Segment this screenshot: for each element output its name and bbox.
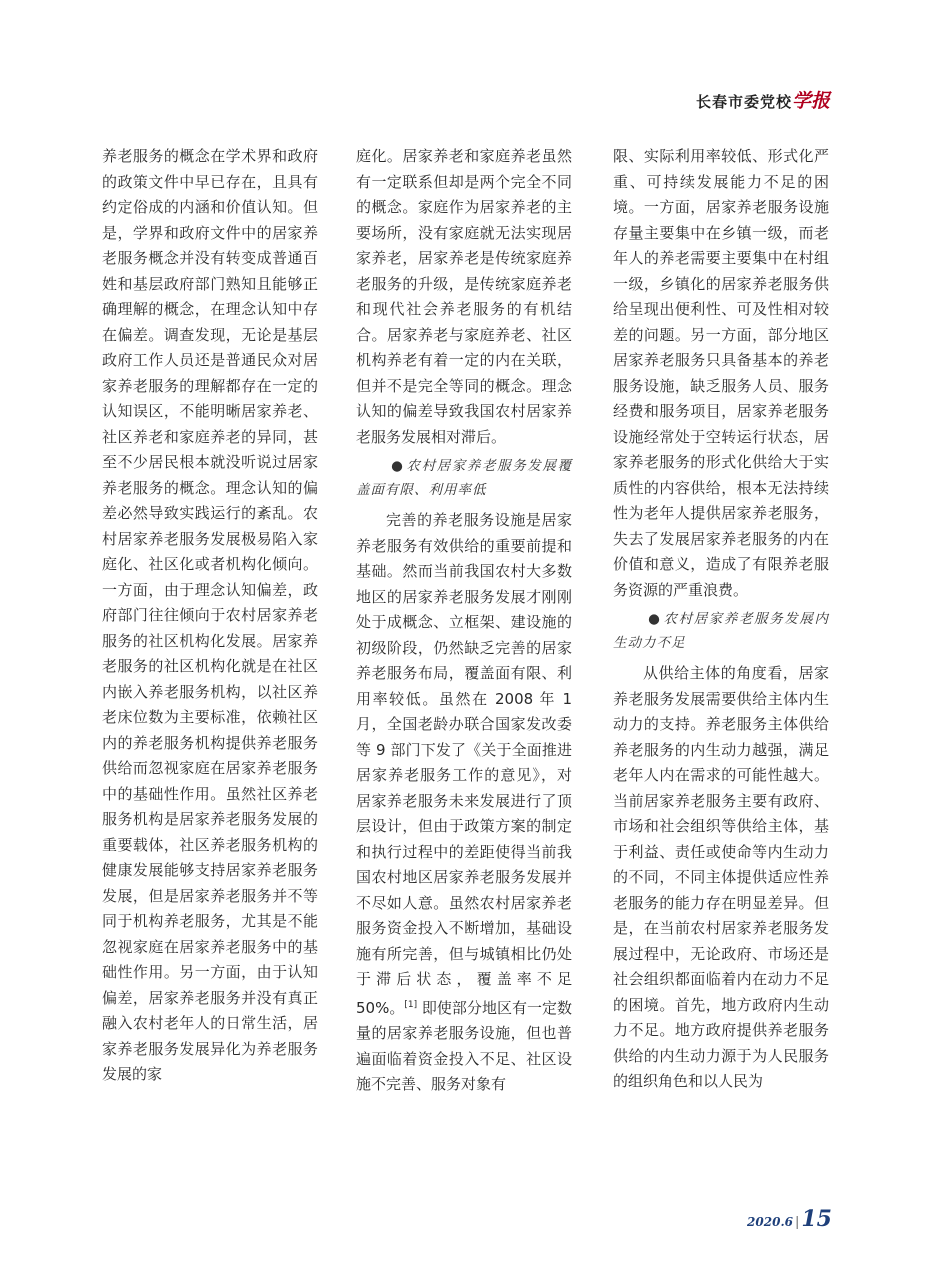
paragraph: 庭化。居家养老和家庭养老虽然有一定联系但却是两个完全不同的概念。家庭作为居家养老的主要场所，没有家庭就无法实现居家养老，居家养老是传统家庭养老服务的升级，是传统家庭养老和现代社会养老服务的有机结合。居家养老与家庭养老、社区机构养老有着一定的内在关联，但并不是完全等同的概念。理念认知的偏差导致我国农村居家养老服务发展相对滞后。 (356, 147, 572, 446)
paragraph: 从供给主体的角度看，居家养老服务发展需要供给主体内生动力的支持。养老服务主体供给养老服务的内生动力越强，满足老年人内在需求的可能性越大。当前居家养老服务主要有政府、市场和社会组织等供给主体，基于利益、责任或使命等内生动力的不同，不同主体提供适应性养老服务的能力存在明显差异。但是，在当前农村居家养老服务发展过程中，无论政府、市场还是社会组织都面临着内在动力不足的困境。首先，地方政府内生动力不足。地方政府提供养老服务供给的内生动力源于为人民服务的组织角色和以人民为 (613, 664, 829, 1090)
text-column-1 (102, 144, 318, 1088)
journal-title: 长春市委党校 (695, 93, 792, 111)
paragraph: 养老服务的概念在学术界和政府的政策文件中早已存在，且具有约定俗成的内涵和价值认知。但是，学界和政府文件中的居家养老服务概念并没有转变成普通百姓和基层政府部门熟知且能够正确理解的概念，在理念认知中存在偏差。调查发现，无论是基层政府工作人员还是普通民众对居家养老服务的理解都存在一定的认知误区，不能明晰居家养老、社区养老和家庭养老的异同，甚至不少居民根本就没听说过居家养老服务的概念。理念认知的偏差必然导致实践运行的紊乱。农村居家养老服务发展极易陷入家庭化、社区化或者机构化倾向。一方面，由于理念认知偏差，政府部门往往倾向于农村居家养老服务的社区机构化发展。居家养老服务的社区机构化就是在社区内嵌入养老服务机构，以社区养老床位数为主要标准，依赖社区内的养老服务机构提供养老服务供给而忽视家庭在居家养老服务中的基础性作用。虽然社区养老服务机构是居家养老服务发展的重要载体，社区养老服务机构的健康发展能够支持居家养老服务发展，但是居家养老服务并不等同于机构养老服务，尤其是不能忽视家庭在居家养老服务中的基础性作用。另一方面，由于认知偏差，居家养老服务并没有真正融入农村老年人的日常生活，居家养老服务发展异化为养老服务发展的家 (102, 147, 318, 1083)
page-footer (747, 1206, 832, 1232)
issue-date: 2020.6 (747, 1215, 793, 1229)
paragraph-text: 即使部分地区有一定数量的居家养老服务设施，但也普遍面临着资金投入不足、社区设施不完善、服务对象有 (356, 998, 572, 1093)
text-column-3 (613, 144, 829, 1095)
paragraph: 限、实际利用率较低、形式化严重、可持续发展能力不足的困境。一方面，居家养老服务设施存量主要集中在乡镇一级，而老年人的养老需要主要集中在村组一级，乡镇化的居家养老服务供给呈现出便利性、可及性相对较差的问题。另一方面，部分地区居家养老服务只具备基本的养老服务设施，缺乏服务人员、服务经费和服务项目，居家养老服务设施经常处于空转运行状态，居家养老服务的形式化供给大于实质性的内容供给，根本无法持续性为老年人提供居家养老服务，失去了发展居家养老服务的内在价值和意义，造成了有限养老服务资源的严重浪费。 (613, 147, 829, 599)
section-subheading (356, 454, 572, 502)
footer-separator: | (794, 1215, 800, 1230)
subheading-text: 农村居家养老服务发展内生动力不足 (613, 611, 830, 651)
bullet-icon: ● (391, 458, 405, 474)
text-column-2 (356, 144, 572, 1098)
reference-marker: [1] (404, 999, 418, 1010)
subheading-text: 农村居家养老服务发展覆盖面有限、利用率低 (356, 458, 573, 498)
page-number: 15 (801, 1206, 832, 1232)
journal-masthead (696, 86, 830, 113)
journal-title-accent: 学报 (791, 90, 830, 112)
section-subheading (613, 607, 829, 655)
paragraph (356, 508, 572, 1098)
bullet-icon: ● (648, 611, 662, 627)
paragraph-text: 完善的养老服务设施是居家养老服务有效供给的重要前提和基础。然而当前我国农村大多数地区的居家养老服务发展才刚刚处于成概念、立框架、建设施的初级阶段，仍然缺乏完善的居家养老服务布局，覆盖面有限、利用率较低。虽然在 2008 年 1 月，全国老龄办联合国家发改委等 9 部门下发了《关于全面推进居家养老服务工作的意见》，对居家养老服务未来发展进行了顶层设计，但由于政策方案的制定和执行过程中的差距使得当前我国农村地区居家养老服务发展并不尽如人意。虽然农村居家养老服务资金投入不断增加，基础设施有所完善，但与城镇相比仍处于滞后状态，覆盖率不足 50%。 (356, 511, 572, 1017)
